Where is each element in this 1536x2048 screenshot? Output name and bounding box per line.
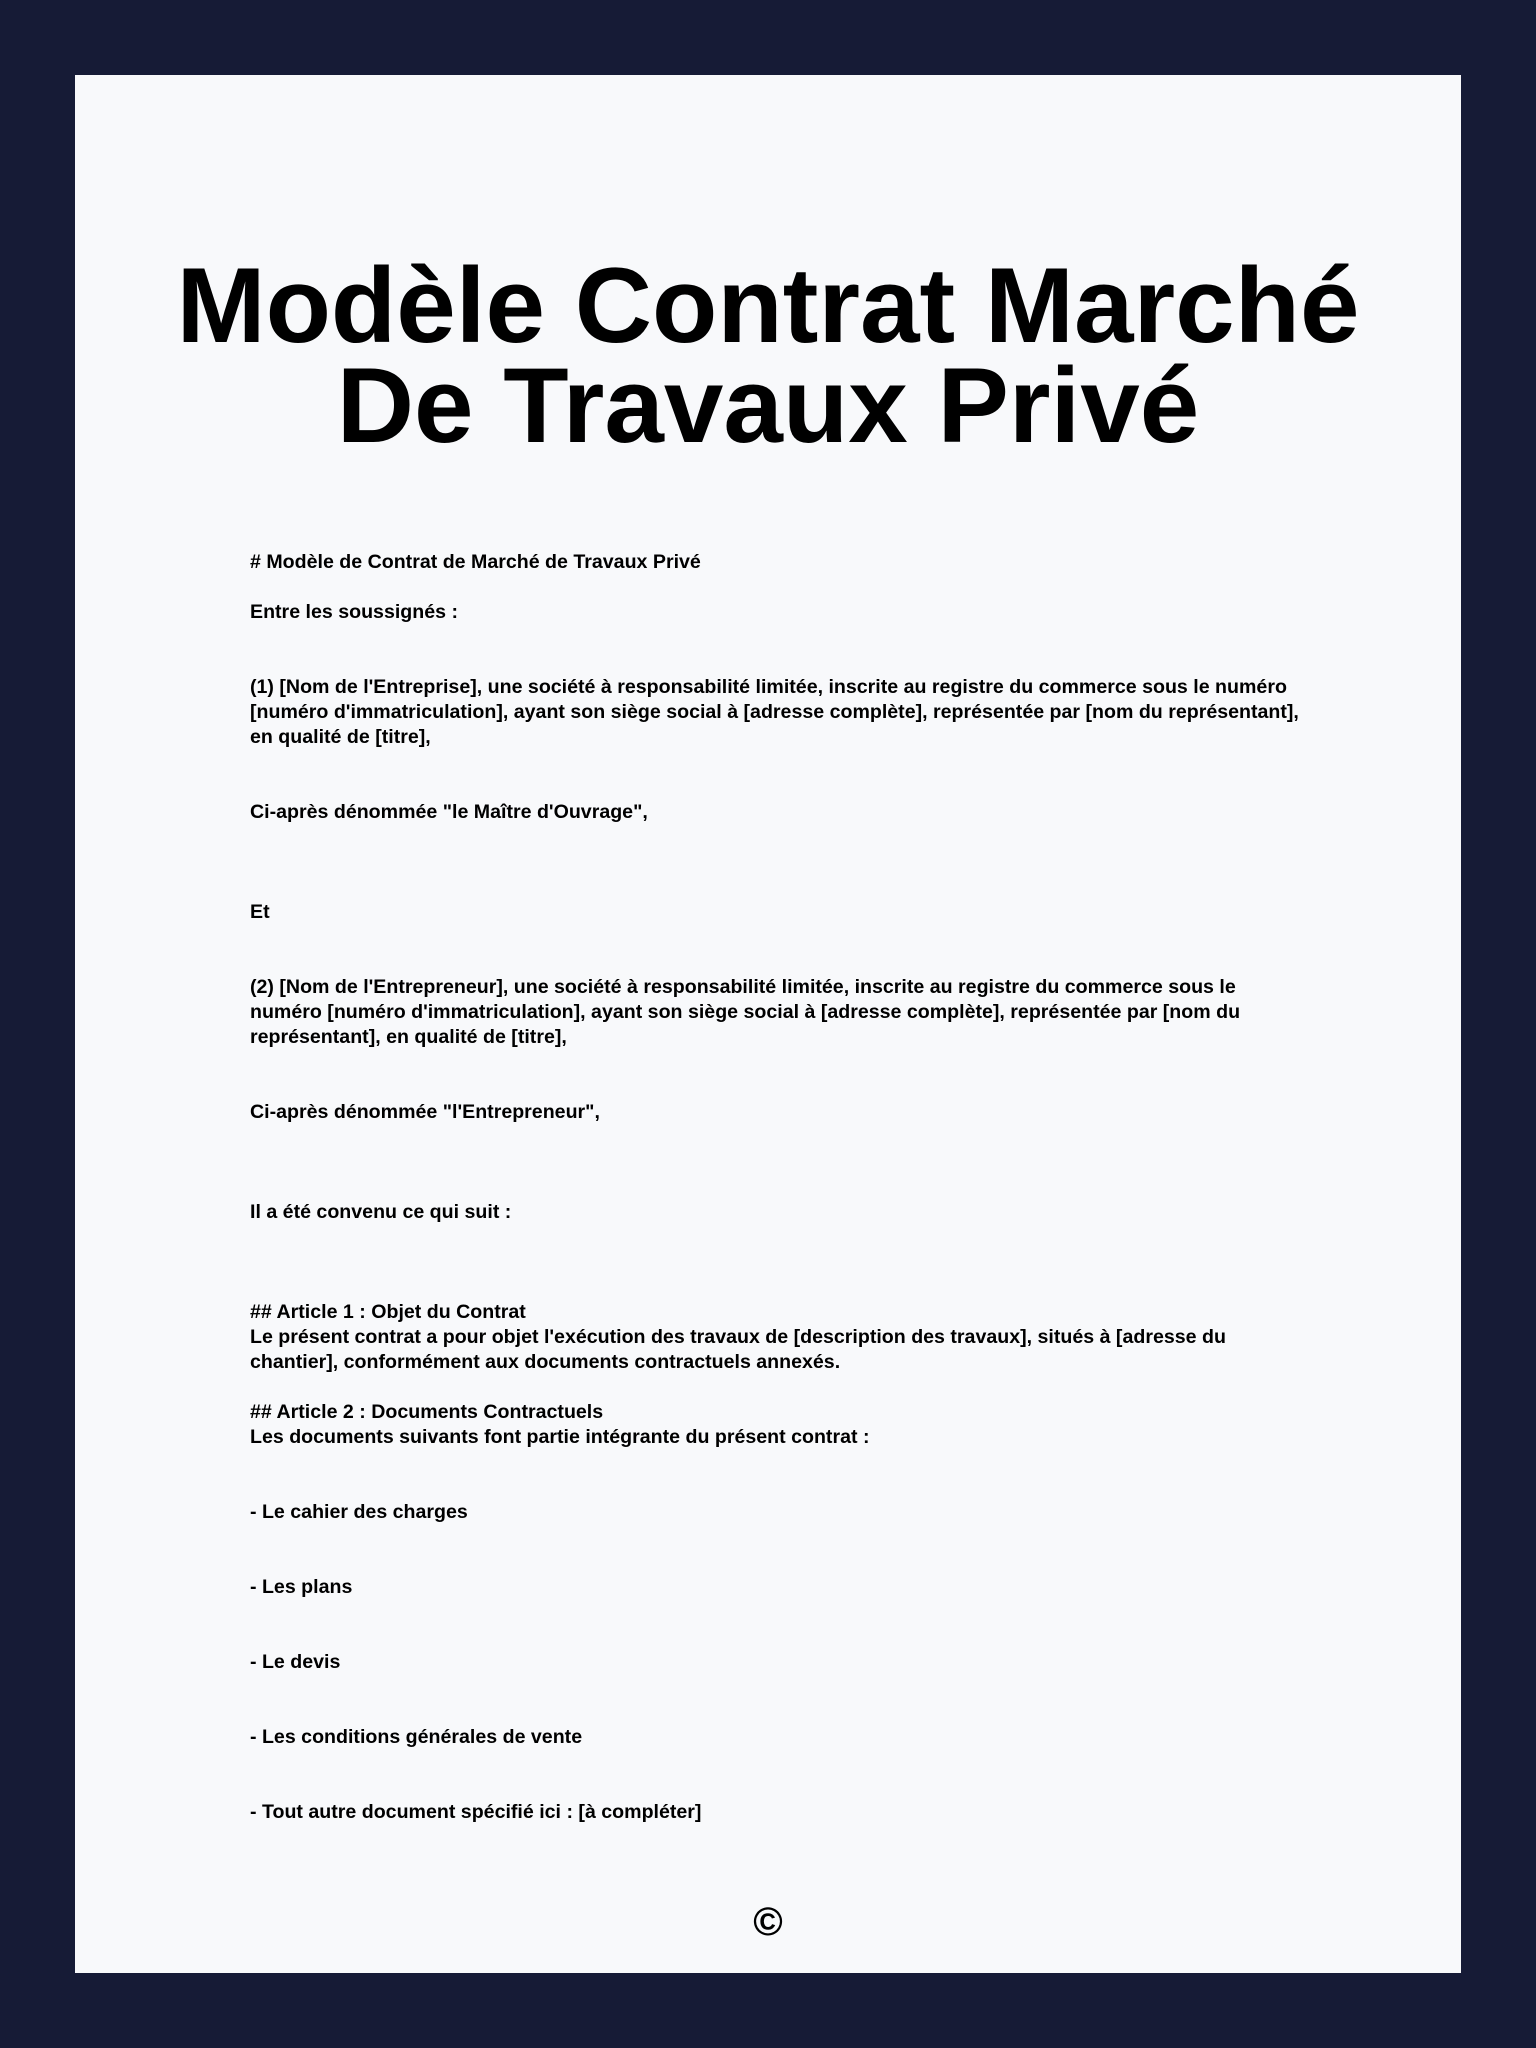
party-1-description: (1) [Nom de l'Entreprise], une société à responsabilité limitée, inscrite au registre du commerce sous le numéro [numéro d'immatriculation], ayant son siège social à [adresse complète], représentée par [nom du représentant], en qualité de [titre],	[250, 676, 1299, 748]
article-2-heading: ## Article 2 : Documents Contractuels	[250, 1401, 604, 1423]
list-item: - Le cahier des charges	[250, 1501, 468, 1523]
copyright-symbol: ©	[753, 1900, 783, 1944]
article-1-heading: ## Article 1 : Objet du Contrat	[250, 1301, 526, 1323]
party-2-designation: Ci-après dénommée "l'Entrepreneur",	[250, 1101, 600, 1123]
party-2-description: (2) [Nom de l'Entrepreneur], une société à responsabilité limitée, inscrite au registre du commerce sous le numéro [numéro d'immatriculation], ayant son siège social à [adresse complète], représentée par [nom du représentant], en qualité de [titre],	[250, 976, 1241, 1048]
parties-intro: Entre les soussignés :	[250, 601, 458, 623]
document-title: Modèle Contrat Marché De Travaux Privé	[176, 245, 1360, 465]
list-item: - Tout autre document spécifié ici : [à compléter]	[250, 1801, 702, 1823]
document-page	[75, 75, 1461, 1973]
agreement-intro: Il a été convenu ce qui suit :	[250, 1201, 512, 1223]
heading-contract: # Modèle de Contrat de Marché de Travaux Privé	[250, 551, 701, 573]
list-item: - Les plans	[250, 1576, 353, 1598]
list-item: - Le devis	[250, 1651, 341, 1673]
document-body	[250, 550, 1300, 1825]
article-1-text: Le présent contrat a pour objet l'exécution des travaux de [description des travaux], situés à [adresse du chantier], conformément aux documents contractuels annexés.	[250, 1326, 1226, 1373]
list-item: - Les conditions générales de vente	[250, 1726, 583, 1748]
article-2-text: Les documents suivants font partie intégrante du présent contrat :	[250, 1426, 870, 1448]
party-1-designation: Ci-après dénommée "le Maître d'Ouvrage",	[250, 801, 648, 823]
conjunction-et: Et	[250, 901, 270, 923]
